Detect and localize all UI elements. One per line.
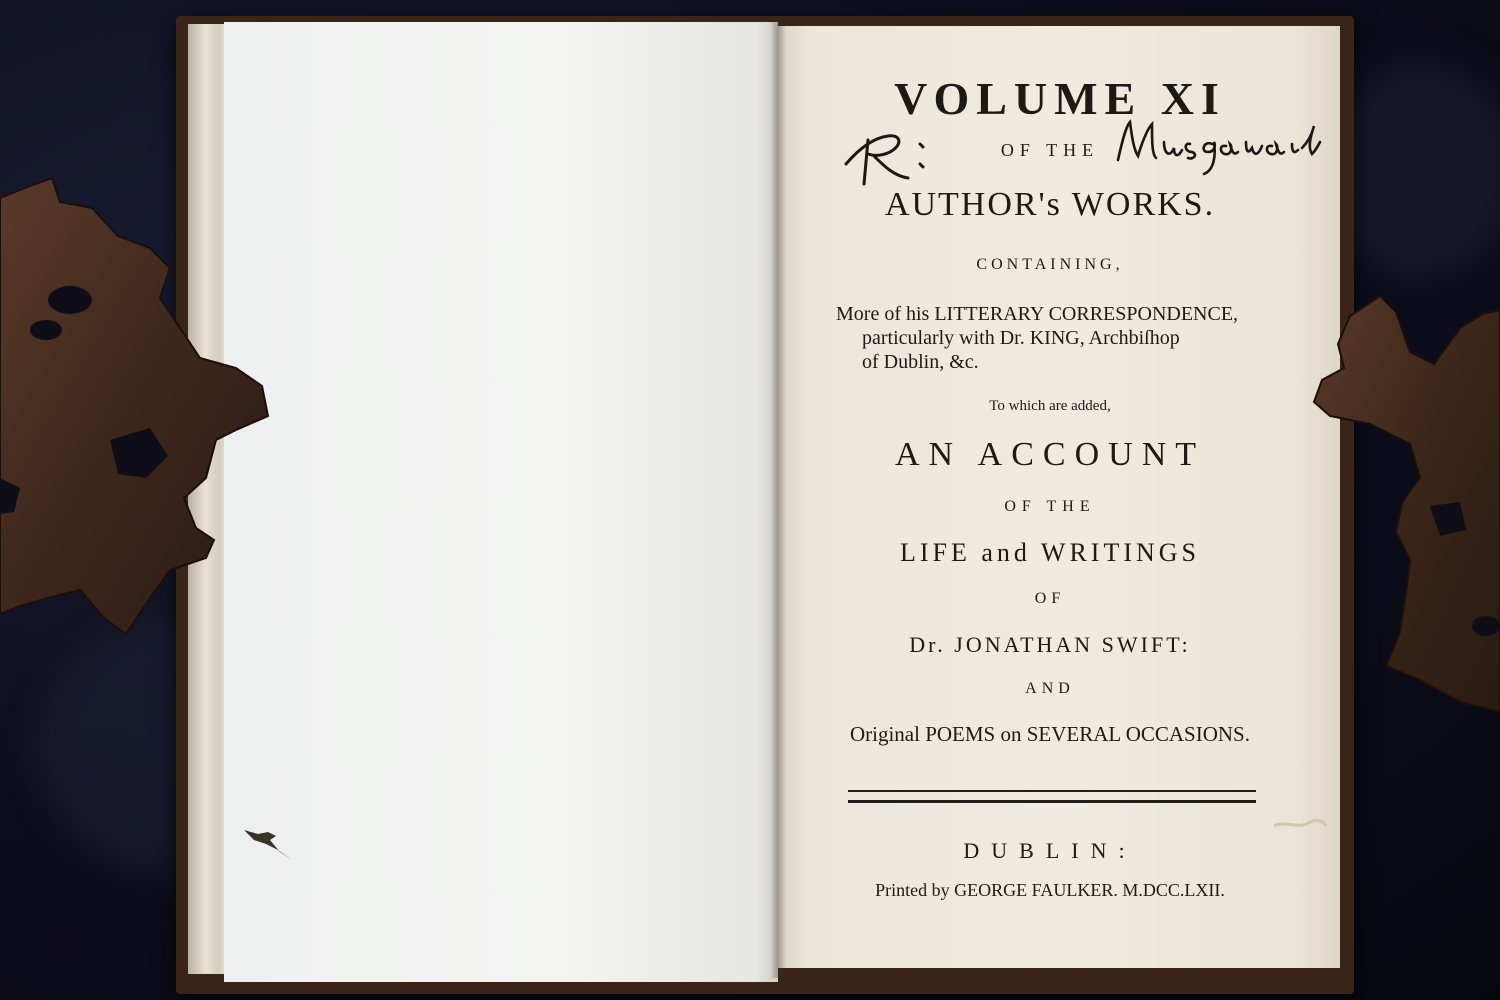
paper-smudge-mark <box>1270 812 1330 840</box>
to-which-added-line: To which are added, <box>989 398 1111 414</box>
description-line: particularly with Dr. KING, Archbiſhop <box>862 327 1180 349</box>
book-clip-right <box>1310 292 1500 712</box>
imprint-place: DUBLIN: <box>963 838 1137 863</box>
containing-line: CONTAINING, <box>976 256 1124 273</box>
description-line: of Dublin, &c. <box>862 351 979 373</box>
contents-description <box>836 302 1256 374</box>
paper-stain-mark <box>240 822 300 862</box>
of-the-line: OF THE <box>1004 498 1096 515</box>
poems-line: Original POEMS on SEVERAL OCCASIONS. <box>849 722 1250 746</box>
authors-works-heading: AUTHOR's WORKS. <box>884 186 1216 223</box>
handwritten-signature <box>1112 112 1322 182</box>
of-the-line: OF THE <box>1000 140 1100 160</box>
blank-left-page <box>224 22 778 982</box>
book-clip-left <box>0 178 270 638</box>
handwritten-initial <box>838 120 938 190</box>
life-writings-heading: LIFE and WRITINGS <box>899 538 1201 567</box>
of-line: OF <box>1034 590 1066 607</box>
description-line: More of his LITTERARY CORRESPONDENCE, <box>836 303 1239 325</box>
imprint-line: Printed by GEORGE FAULKER. M.DCC.LXII. <box>875 880 1225 900</box>
author-name: Dr. JONATHAN SWIFT: <box>909 632 1191 657</box>
book-gutter <box>770 22 786 978</box>
volume-heading: VOLUME XI <box>894 73 1226 124</box>
an-account-heading: AN ACCOUNT <box>894 436 1206 473</box>
double-rule-divider <box>848 790 1256 803</box>
and-line: AND <box>1025 680 1075 697</box>
